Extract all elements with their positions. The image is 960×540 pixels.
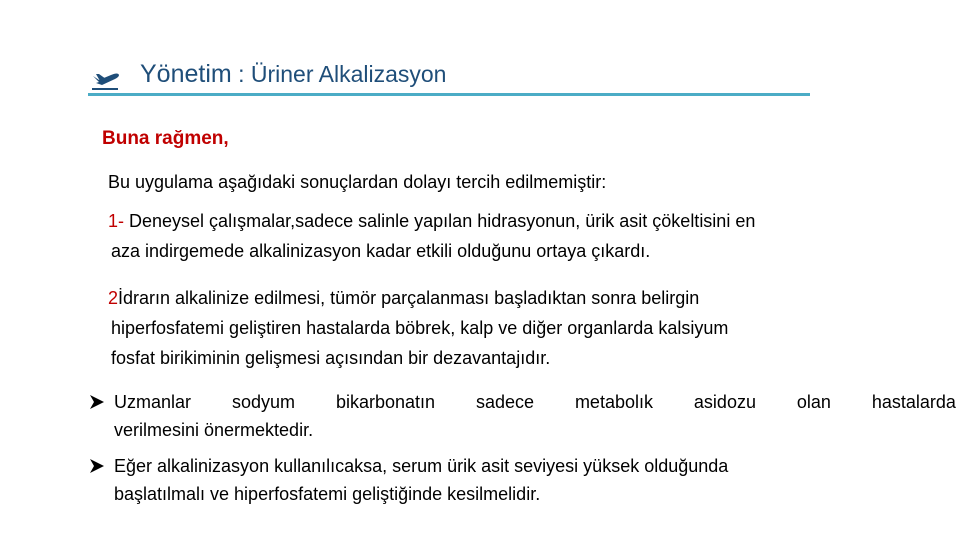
bullet-word: Uzmanlar	[114, 392, 192, 412]
item-text-line: fosfat birikiminin gelişmesi açısından bir dezavantajıdır.	[111, 348, 551, 368]
bullet-word: hastalarda	[871, 392, 956, 412]
bullet-word: sodyum	[231, 392, 295, 412]
intro-text: Bu uygulama aşağıdaki sonuçlardan dolayı tercih edilmemiştir:	[108, 172, 607, 192]
item-text-line: hiperfosfatemi geliştiren hastalarda böbrek, kalp ve diğer organlarda kalsiyum	[111, 318, 729, 338]
item-text-line: aza indirgemede alkalinizasyon kadar etkili olduğunu ortaya çıkardı.	[111, 241, 651, 261]
numbered-item-2	[108, 283, 728, 373]
title-underline	[88, 93, 810, 96]
bullet-word: olan	[796, 392, 831, 412]
item-text-line: Deneysel çalışmalar,sadece salinle yapılan hidrasyonun, ürik asit çökeltisini en	[124, 211, 756, 231]
item-text-line: İdrarın alkalinize edilmesi, tümör parçalanması başladıktan sonra belirgin	[118, 288, 700, 308]
arrow-bullet-icon	[88, 388, 106, 416]
bullet-text-line: verilmesini önermektedir.	[114, 420, 314, 440]
bullet-word: sadece	[475, 392, 534, 412]
bullet-word: bikarbonatın	[335, 392, 436, 412]
title-separator: :	[231, 61, 251, 87]
item-number: 2	[108, 288, 119, 308]
page-title	[140, 60, 446, 89]
section-heading: Buna rağmen,	[102, 128, 229, 149]
numbered-item-1	[108, 206, 755, 266]
title-subtitle: Üriner Alkalizasyon	[250, 61, 447, 87]
airplane-takeoff-icon	[90, 66, 122, 92]
title-main: Yönetim	[140, 60, 232, 88]
bullet-word: asidozu	[693, 392, 756, 412]
bullet-text-line: başlatılmalı ve hiperfosfatemi geliştiğinde kesilmelidir.	[114, 484, 541, 504]
arrow-bullet-icon	[88, 452, 106, 480]
bullet-word: metabolık	[574, 392, 653, 412]
item-number: 1-	[108, 211, 125, 231]
bullet-text-line: Eğer alkalinizasyon kullanılıcaksa, serum ürik asit seviyesi yüksek olduğunda	[114, 456, 729, 476]
